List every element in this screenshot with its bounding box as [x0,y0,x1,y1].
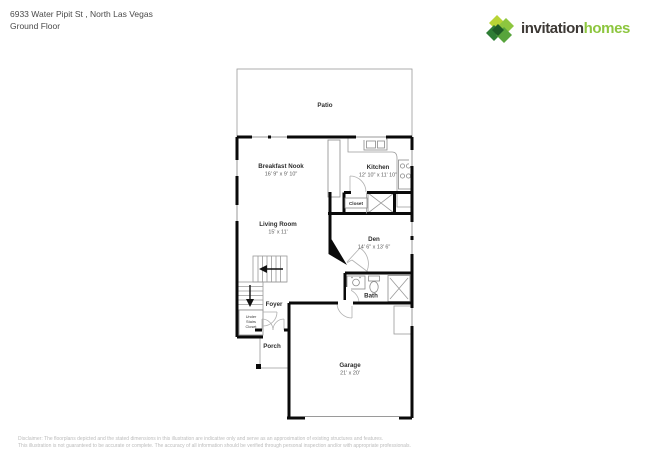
logo-word-homes: homes [583,19,630,37]
closet-label: Closet [348,201,364,207]
front-door-arc [273,319,284,330]
porch-post [256,364,261,369]
kitchen-dims: 12' 10" x 11' 10" [358,172,398,179]
foyer-label: Foyer [265,301,283,308]
bath-label: Bath [364,292,378,300]
logo-word-invitation: invitation [520,19,584,37]
garage-door-gap [305,414,399,421]
kitchen-label: Kitchen [366,164,390,171]
living-room-label: Living Room [259,221,297,228]
toilet-icon [370,282,378,293]
under-stairs-closet-label: Closet [245,324,257,329]
den-door-arc [360,248,368,271]
stove-burner [400,174,404,178]
front-door-arc [262,319,273,330]
den-door-leaf [352,260,368,272]
property-address: 6933 Water Pipit St , North Las Vegas [10,9,153,19]
patio-label: Patio [317,102,333,109]
footer-disclaimer [18,436,638,450]
den-angled-wall [329,236,348,265]
den-dims: 14' 6" x 13' 6" [357,244,391,251]
sink-basin [367,141,376,148]
breakfast-nook-dims: 16' 9" x 9' 10" [264,171,298,178]
under-stairs-closet-label: Stairs [246,319,256,324]
bath-door-gap [346,287,351,302]
disclaimer-line-2: This illustration is not guaranteed to be accurate or complete. The accuracy of all information should be verified through personal inspection and/or with appropriate professionals. [18,443,411,449]
faucet-dot [359,277,361,279]
breakfast-nook-label: Breakfast Nook [258,163,304,170]
porch-label: Porch [263,343,281,350]
under-stairs-closet-label: Under [245,314,257,319]
faucet-dot [351,277,353,279]
living-room-dims: 15' x 11' [268,229,288,236]
stairs-arrow-head [259,265,267,273]
garage-dims: 21' x 20' [340,370,360,377]
stove-burner [400,164,404,168]
toilet-tank [369,276,380,281]
floor-label: Ground Floor [10,21,61,31]
den-label: Den [368,236,380,243]
disclaimer-line-1: Disclaimer: The floorplans depicted and the stated dimensions in this illustration are indicative only and serve as an approximation of existing structures and features. [18,436,384,442]
stove-burner [406,174,410,178]
sink-basin [378,141,385,148]
kitchen-peninsula-counter [328,140,340,197]
garage-label: Garage [339,362,361,369]
bath-sink-basin [353,279,360,286]
garage-platform [394,306,411,334]
stairs-arrow-head [246,299,254,307]
